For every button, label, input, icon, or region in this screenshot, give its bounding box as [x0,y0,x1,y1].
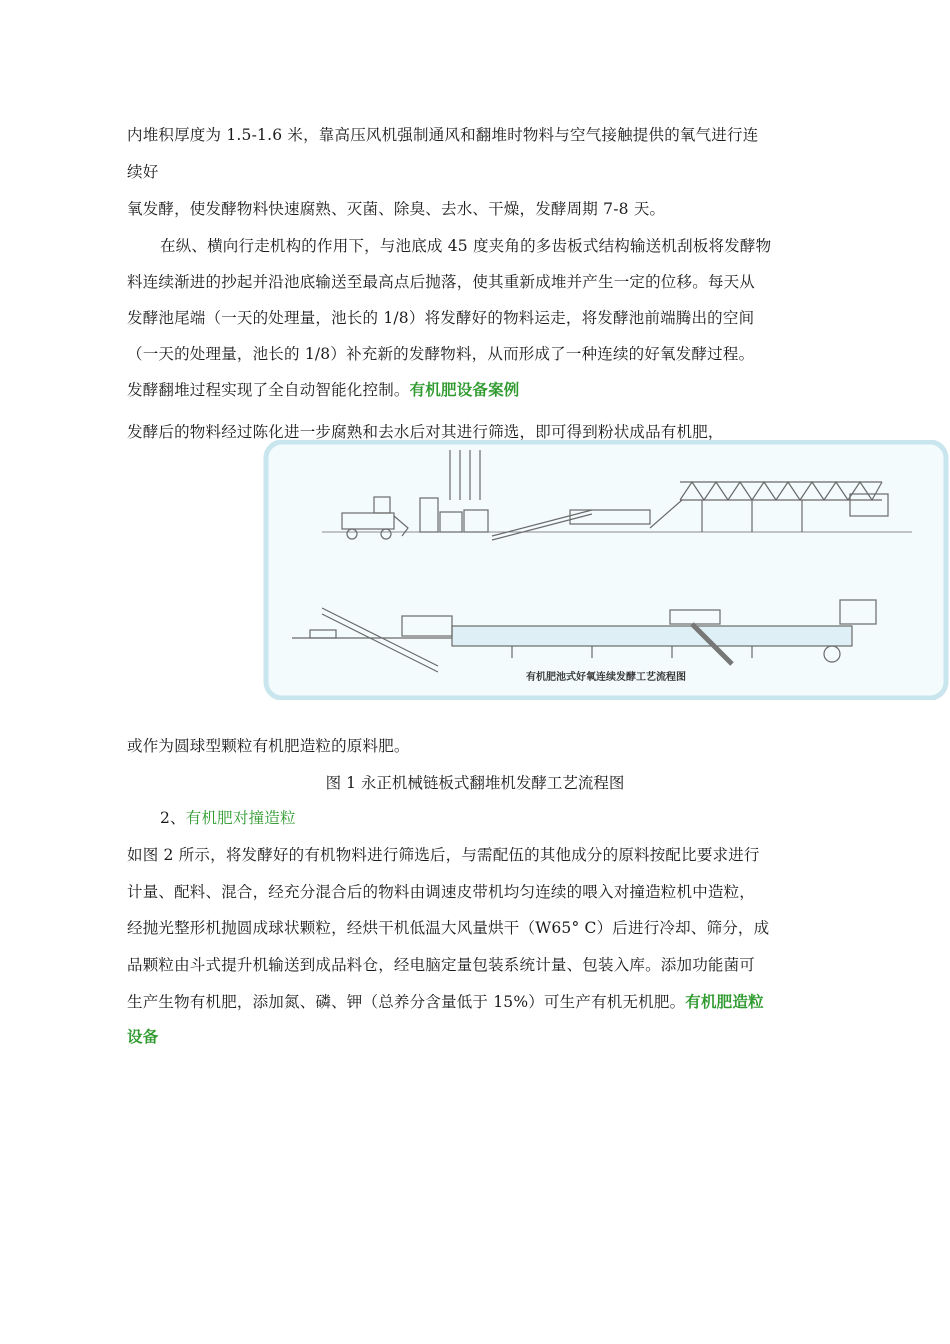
fermentation-pool [452,626,852,646]
section-heading [160,806,296,828]
figure-frame [266,442,946,698]
text-line: （一天的处理量，池长的 1/8）补充新的发酵物料，从而形成了一种连续的好氧发酵过程。 [127,345,755,363]
text-span: 发酵翻堆过程实现了全自动智能化控制。 [127,381,410,399]
text-line [127,990,764,1012]
diagram-svg [262,440,950,700]
text-line [127,378,520,400]
text-line: 氧发酵，使发酵物料快速腐熟、灭菌、除臭、去水、干燥，发酵周期 7-8 天。 [127,200,666,218]
text-line: 内堆积厚度为 1.5-1.6 米，靠高压风机强制通风和翻堆时物料与空气接触提供的氧气进行连 [127,126,759,144]
heading-number: 2、 [160,809,186,827]
heading-link[interactable]: 有机肥对撞造粒 [185,809,296,827]
figure-caption: 图 1 永正机械链板式翻堆机发酵工艺流程图 [325,774,625,792]
text-line: 或作为圆球型颗粒有机肥造粒的原料肥。 [127,737,410,755]
equipment-case-link[interactable]: 有机肥设备案例 [409,381,520,399]
text-line: 计量、配料、混合，经充分混合后的物料由调速皮带机均匀连续的喂入对撞造粒机中造粒， [127,883,756,901]
text-line: 续好 [127,163,159,181]
granulation-equipment-link-cont[interactable]: 设备 [127,1028,159,1046]
figure-title: 有机肥池式好氧连续发酵工艺流程图 [526,672,686,683]
text-line: 发酵后的物料经过陈化进一步腐熟和去水后对其进行筛选，即可得到粉状成品有机肥， [127,423,724,441]
granulation-equipment-link[interactable]: 有机肥造粒 [685,993,764,1011]
text-line: 经抛光整形机抛圆成球状颗粒，经烘干机低温大风量烘干（W65° C）后进行冷却、筛分，成 [127,919,770,937]
text-line: 品颗粒由斗式提升机输送到成品料仓，经电脑定量包装系统计量、包装入库。添加功能菌可 [127,956,756,974]
process-flow-diagram [262,440,950,700]
text-line: 如图 2 所示，将发酵好的有机物料进行筛选后，与需配伍的其他成分的原料按配比要求进行 [127,846,760,864]
text-line: 发酵池尾端（一天的处理量，池长的 1/8）将发酵好的物料运走，将发酵池前端腾出的空间 [127,309,755,327]
text-line: 料连续渐进的抄起并沿池底输送至最高点后抛落，使其重新成堆并产生一定的位移。每天从 [127,273,756,291]
text-line: 在纵、横向行走机构的作用下，与池底成 45 度夹角的多齿板式结构输送机刮板将发酵物 [160,237,772,255]
text-span: 生产生物有机肥，添加氮、磷、钾（总养分含量低于 15%）可生产有机无机肥。 [127,993,686,1011]
